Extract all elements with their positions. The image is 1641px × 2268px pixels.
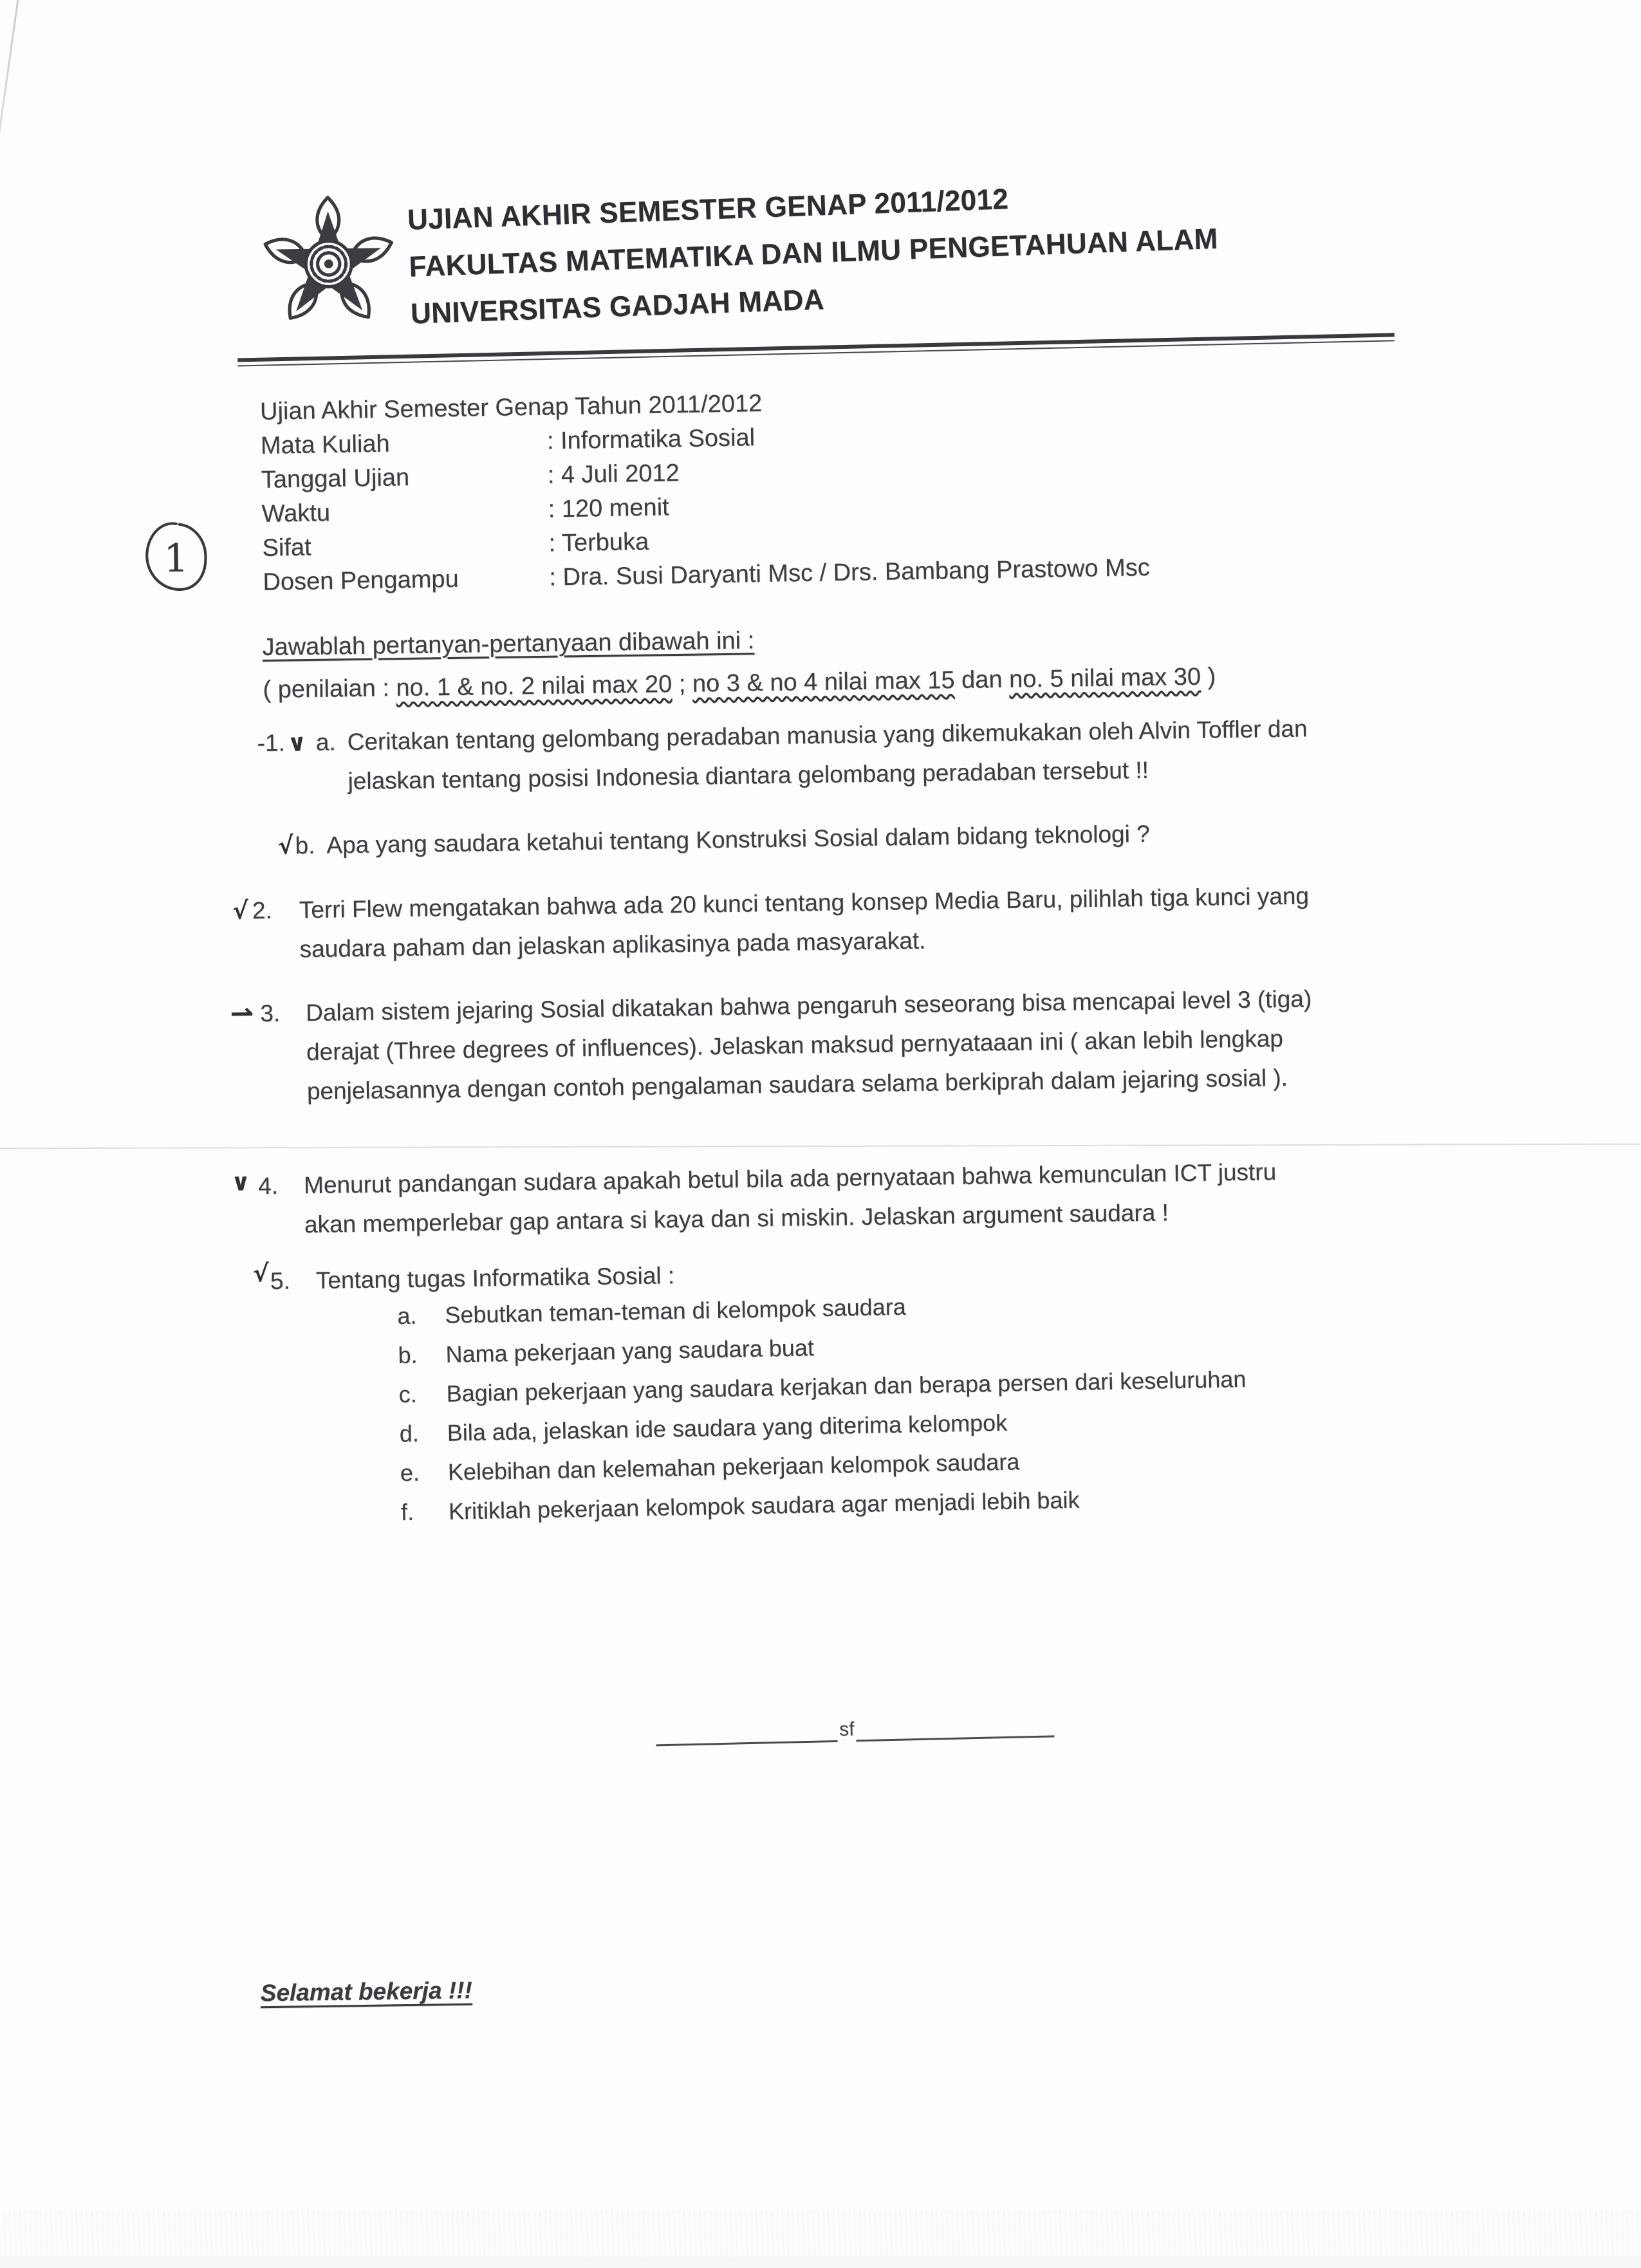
scoring-part-1: no. 1 & no. 2 nilai max 20 xyxy=(396,671,672,702)
exam-meta xyxy=(260,380,1150,600)
item-label: c. xyxy=(398,1380,418,1408)
item-label: b. xyxy=(398,1341,418,1369)
scoring-prefix: ( penilaian : xyxy=(263,674,396,704)
circled-page-number xyxy=(140,518,213,597)
question-4-number: 4. xyxy=(257,1172,279,1200)
question-5-items xyxy=(397,1281,1248,1532)
scoring-part-2: no 3 & no 4 nilai max 15 xyxy=(692,667,955,698)
scoring-part-3: no. 5 nilai max 30 xyxy=(1008,663,1201,693)
check-mark-icon: ∨ xyxy=(286,728,308,758)
question-5-text: Tentang tugas Informatika Sosial : xyxy=(315,1262,675,1294)
instructions-heading: Jawablah pertanyan-pertanyaan dibawah ini : xyxy=(262,627,755,662)
meta-label: Mata Kuliah xyxy=(260,430,390,460)
check-mark-icon: √ xyxy=(252,1259,270,1288)
svg-text:1: 1 xyxy=(163,535,189,582)
question-1b xyxy=(277,812,1279,866)
check-mark-icon: √ xyxy=(232,897,249,925)
arrow-mark-icon: ⇀ xyxy=(230,997,254,1030)
check-mark-icon: √ xyxy=(277,831,295,860)
meta-value: : Dra. Susi Daryanti Msc / Drs. Bambang Prastowo Msc xyxy=(549,553,1150,591)
question-3-text: Dalam sistem jejaring Sosial dikatakan bahwa pengaruh seseorang bisa mencapai level 3 (tiga) derajat (Three degrees of influences). Jelaskan maksud pernyataaan ini ( akan lebih lengkap penjelasannya dengan contoh pengalaman saudara selama berkiprah dalam jejaring sosial ). xyxy=(305,985,1312,1105)
page-number-digit xyxy=(163,536,189,582)
item-label: a. xyxy=(397,1302,417,1330)
closing-message: Selamat bekerja !!! xyxy=(260,1976,473,2007)
question-3 xyxy=(230,979,1316,1112)
meta-value: : 120 menit xyxy=(548,494,669,523)
signature-divider xyxy=(656,1709,1055,1746)
question-2-number: 2. xyxy=(252,897,273,924)
check-mark-icon: ∨ xyxy=(230,1168,251,1196)
ugm-logo-icon xyxy=(259,194,399,334)
item-text: Kelebihan dan kelemahan pekerjaan kelompok saudara xyxy=(447,1448,1020,1485)
question-4-text: Menurut pandangan sudara apakah betul bila ada pernyataan bahwa kemunculan ICT justru akan memperlebar gap antara si kaya dan si miskin. Jelaskan argument saudara ! xyxy=(303,1158,1277,1238)
question-1b-text: Apa yang saudara ketahui tentang Konstruksi Sosial dalam bidang teknologi ? xyxy=(326,820,1150,859)
question-2 xyxy=(232,876,1346,970)
scoring-line xyxy=(263,658,1216,708)
meta-label: Waktu xyxy=(261,499,331,528)
meta-label: Tanggal Ujian xyxy=(261,464,410,494)
meta-label: Dosen Pengampu xyxy=(263,565,459,596)
item-label: e. xyxy=(400,1459,420,1487)
scoring-suffix: ) xyxy=(1200,663,1216,691)
question-2-text: Terri Flew mengatakan bahwa ada 20 kunci tentang konsep Media Baru, pilihlah tiga kunci yang saudara paham dan jelaskan aplikasinya pada masyarakat. xyxy=(299,882,1310,963)
item-text: Bagian pekerjaan yang saudara kerjakan dan berapa persen dari keseluruhan xyxy=(446,1365,1247,1407)
header-divider-rule xyxy=(237,333,1395,366)
question-5-number: 5. xyxy=(270,1267,291,1294)
question-1a-text: Ceritakan tentang gelombang peradaban manusia yang dikemukakan oleh Alvin Toffler dan jelaskan tentang posisi Indonesia diantara gelombang peradaban tersebut !! xyxy=(347,715,1308,795)
item-text: Bila ada, jelaskan ide saudara yang diterima kelompok xyxy=(447,1409,1008,1446)
divider-line-right xyxy=(856,1709,1055,1742)
header-line-1: UJIAN AKHIR SEMESTER GENAP 2011/2012 xyxy=(407,182,1009,236)
scoring-sep-1: ; xyxy=(671,670,693,698)
meta-value: : Terbuka xyxy=(548,528,649,557)
question-1-number: -1. xyxy=(257,729,286,757)
header-line-3: UNIVERSITAS GADJAH MADA xyxy=(410,283,825,330)
instructions-block xyxy=(262,616,1216,708)
meta-value: : 4 Juli 2012 xyxy=(547,460,680,489)
question-1b-label: b. xyxy=(295,832,315,859)
item-text: Sebutkan teman-teman di kelompok saudara xyxy=(445,1293,907,1328)
meta-value: : Informatika Sosial xyxy=(546,424,756,455)
divider-line-left xyxy=(656,1715,838,1746)
item-label: d. xyxy=(399,1420,420,1447)
scoring-sep-2: dan xyxy=(954,665,1010,694)
header-line-2: FAKULTAS MATEMATIKA DAN ILMU PENGETAHUAN ALAM xyxy=(408,221,1219,283)
question-1a-label: a. xyxy=(315,729,336,756)
scan-noise-artifact xyxy=(0,2210,1641,2256)
item-label: f. xyxy=(400,1498,414,1526)
divider-label: sf xyxy=(839,1718,855,1740)
meta-label: Sifat xyxy=(262,534,311,562)
question-4 xyxy=(231,1151,1328,1245)
exam-title: Ujian Akhir Semester Genap Tahun 2011/2012 xyxy=(259,389,763,425)
item-text: Nama pekerjaan yang saudara buat xyxy=(445,1334,815,1368)
exam-header xyxy=(407,168,1221,337)
question-3-number: 3. xyxy=(260,999,281,1027)
item-text: Kritiklah pekerjaan kelompok saudara agar menjadi lebih baik xyxy=(448,1486,1080,1525)
question-1a xyxy=(257,709,1320,802)
